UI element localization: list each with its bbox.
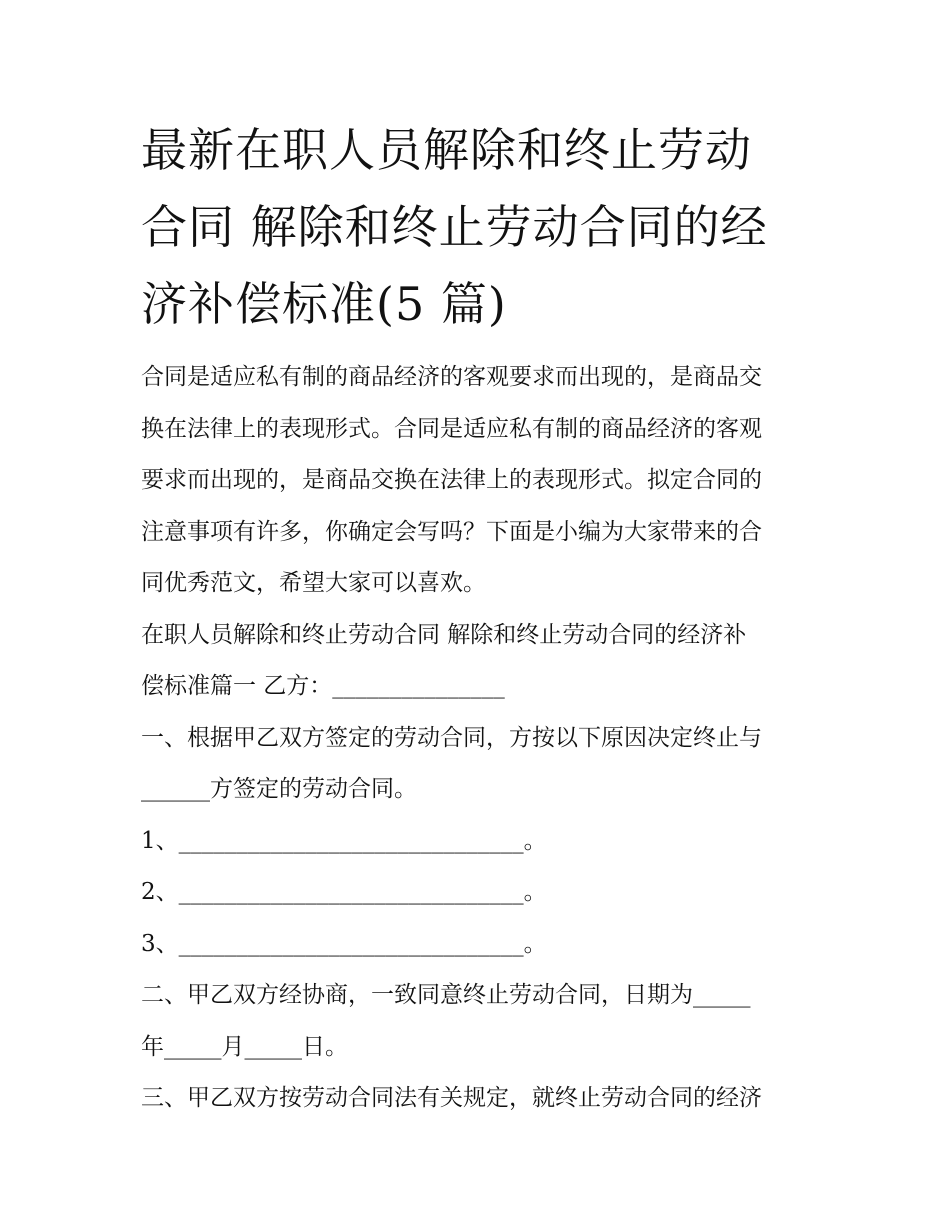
- clause-line: ______方签定的劳动合同。: [141, 776, 417, 802]
- intro-line: 同优秀范文，希望大家可以喜欢。: [141, 570, 486, 596]
- clause-line: 一、根据甲乙双方签定的劳动合同，方按以下原因决定终止与: [141, 724, 762, 751]
- clause-line: 三、甲乙双方按劳动合同法有关规定，就终止劳动合同的经济: [141, 1085, 762, 1111]
- section-heading-line: 在职人员解除和终止劳动合同 解除和终止劳动合同的经济补: [141, 621, 747, 648]
- reason-item-2: 2、______________________________。: [141, 879, 547, 905]
- reason-item-1: 1、______________________________。: [141, 827, 547, 854]
- document-body: [141, 352, 821, 1125]
- intro-line: 要求而出现的，是商品交换在法律上的表现形式。拟定合同的: [141, 467, 762, 493]
- reason-item-3: 3、______________________________。: [141, 930, 547, 957]
- title-line: 合同 解除和终止劳动合同的经: [141, 200, 768, 254]
- clause-line: 年_____月_____日。: [141, 1033, 348, 1060]
- document-title: [141, 112, 821, 343]
- title-line: 最新在职人员解除和终止劳动: [141, 123, 752, 177]
- intro-line: 合同是适应私有制的商品经济的客观要求而出现的，是商品交: [141, 364, 762, 390]
- section-heading-line: 偿标准篇一 乙方：_______________: [141, 673, 505, 699]
- intro-line: 注意事项有许多，你确定会写吗？下面是小编为大家带来的合: [141, 518, 762, 545]
- clause-line: 二、甲乙双方经协商，一致同意终止劳动合同，日期为_____: [141, 982, 751, 1008]
- title-line: 济补偿标准(5 篇): [141, 277, 507, 331]
- intro-line: 换在法律上的表现形式。合同是适应私有制的商品经济的客观: [141, 415, 762, 442]
